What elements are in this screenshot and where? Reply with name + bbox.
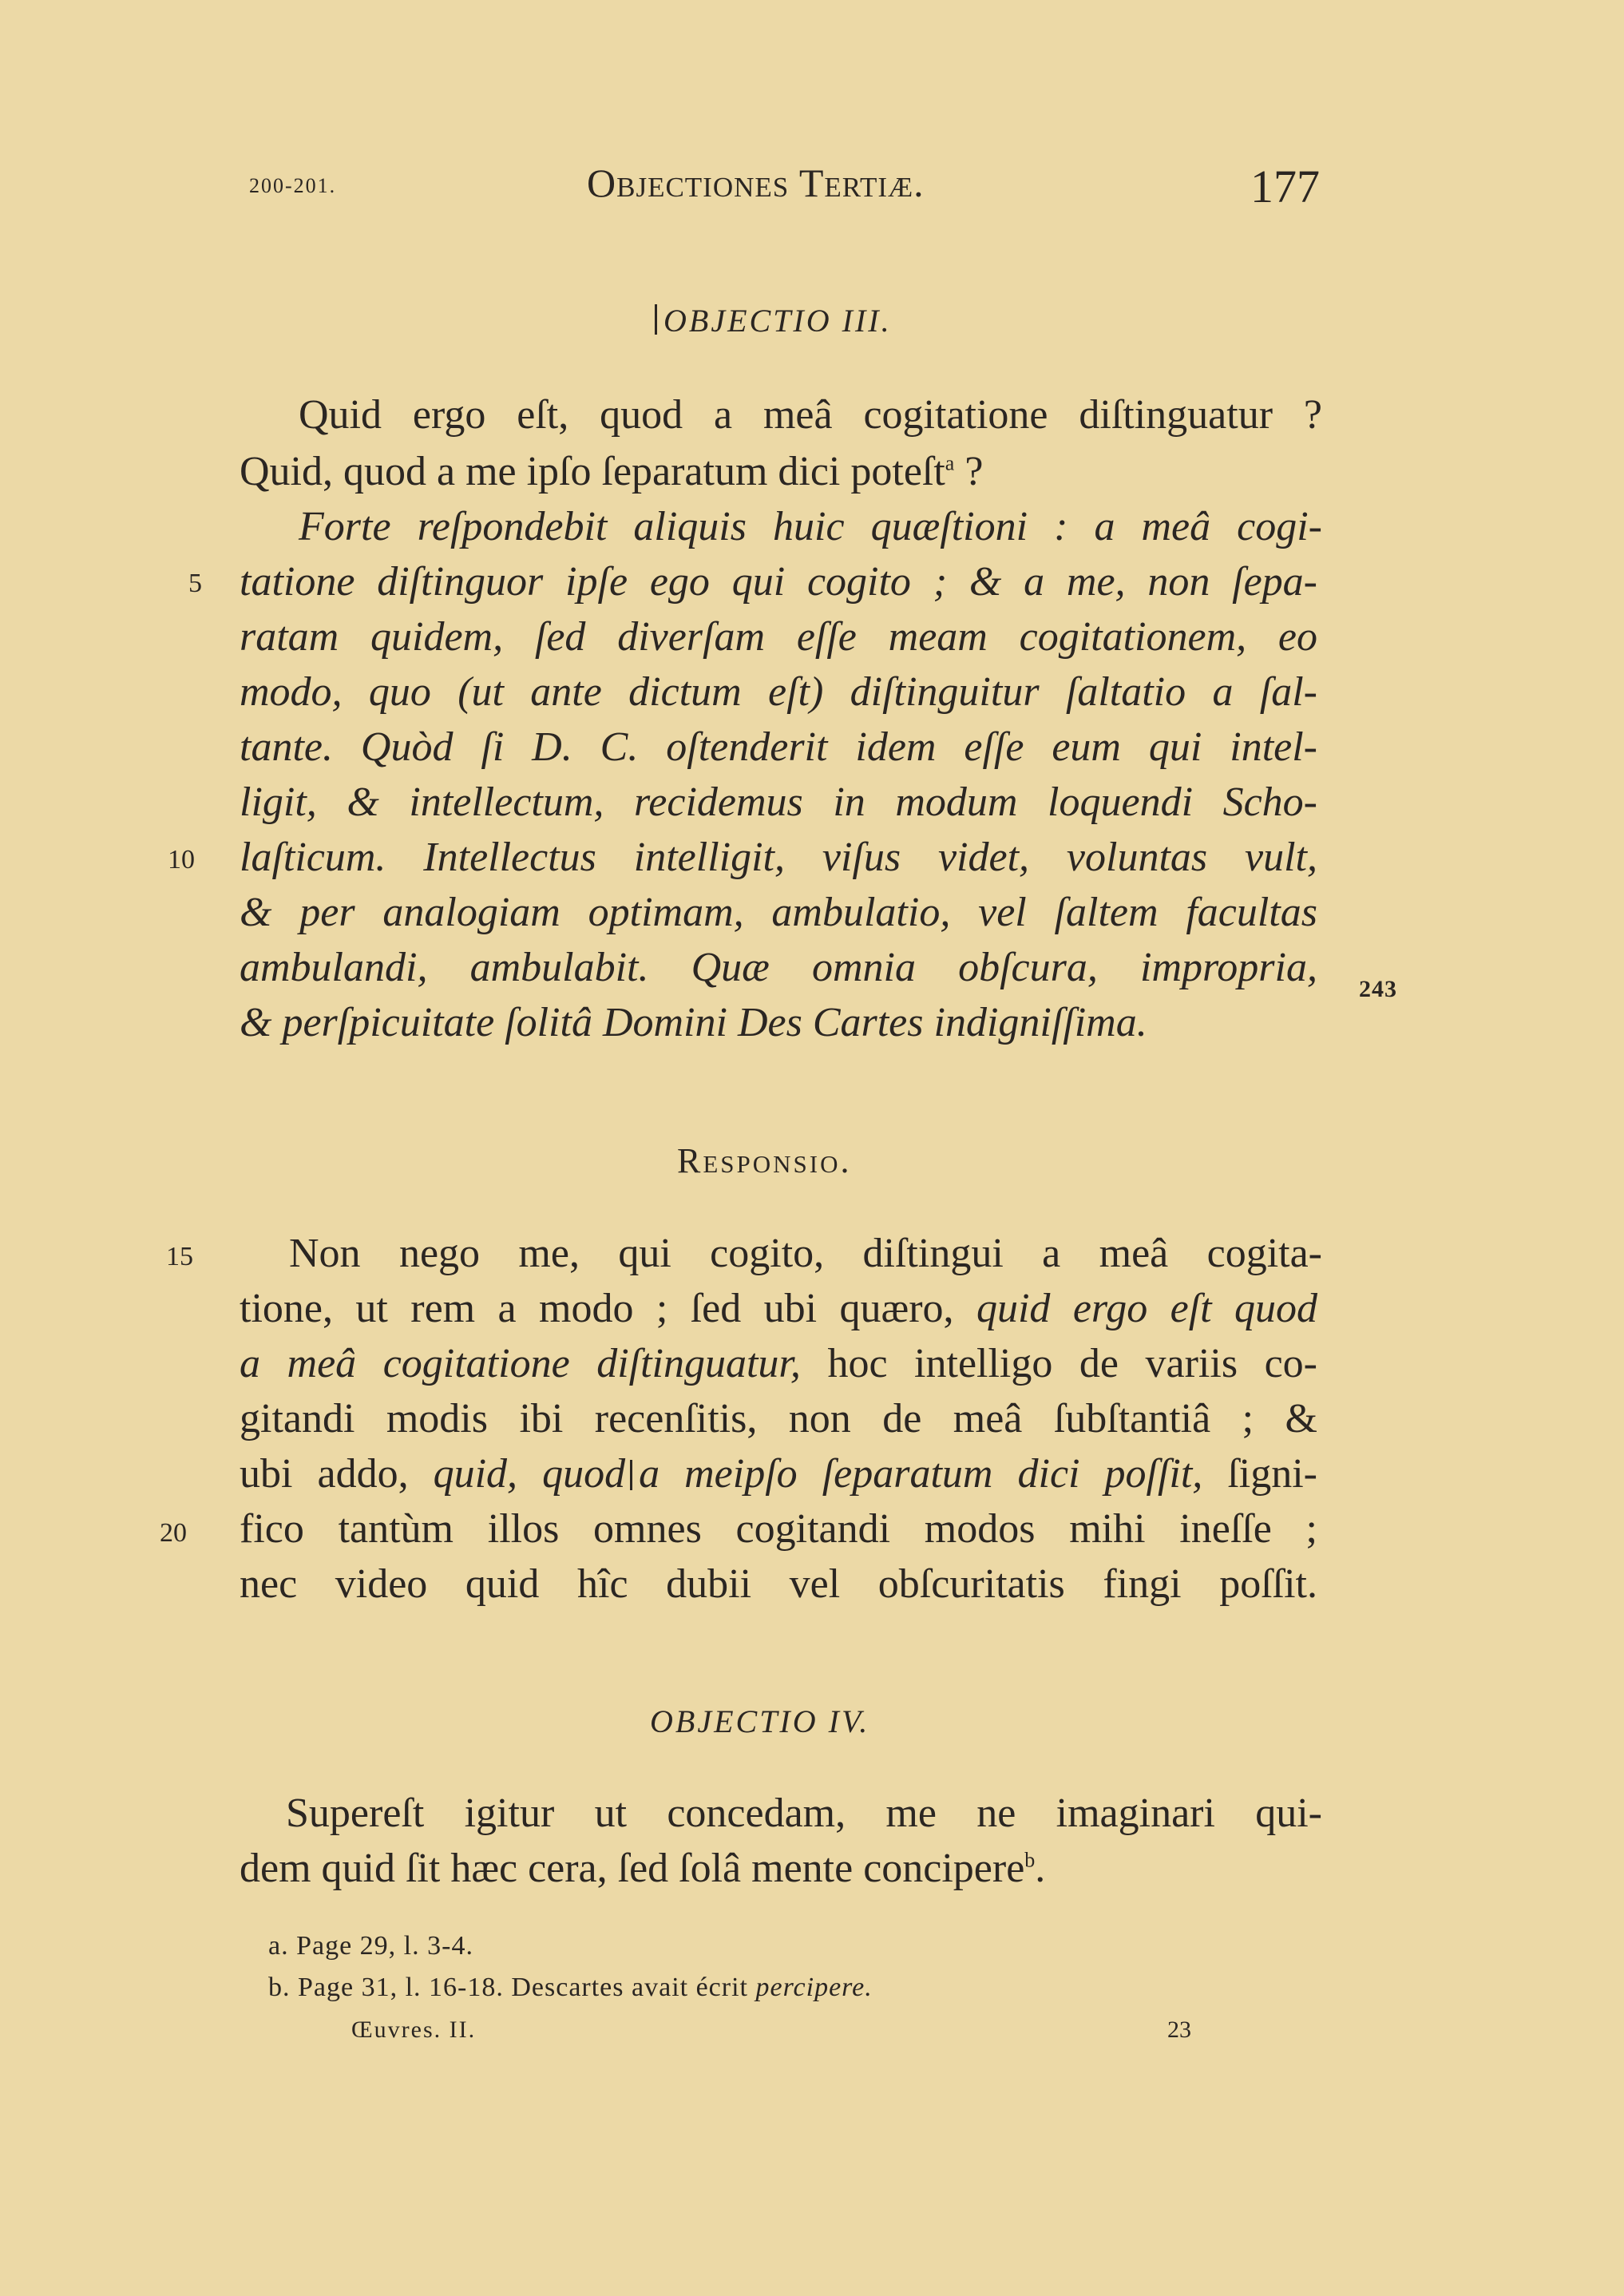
quoted-text: a meâ cogitatione diſtinguatur,	[240, 1341, 801, 1386]
line-number: 20	[160, 1518, 187, 1548]
text-line: tante. Quòd ſi D. C. oſtenderit idem eſſe eum qui intel-	[240, 724, 1317, 770]
text-line: a meâ cogitatione diſtinguatur, hoc intelligo de variis co-	[240, 1341, 1317, 1386]
text-line: ambulandi, ambulabit. Quæ omnia obſcura, impropria,	[240, 945, 1317, 990]
text-line: dem quid ſit hæc cera, ſed ſolâ mente concipere$^b$.	[240, 1846, 1046, 1891]
text-line: Supereſt igitur ut concedam, me ne imaginari qui-	[286, 1790, 1322, 1836]
page-break-mark	[655, 304, 657, 335]
text-line: ubi addo, quid, quod a meipſo ſeparatum dici poſſit, ſigni-	[240, 1451, 1317, 1497]
footnote-b: b. Page 31, l. 16-18. Descartes avait écrit percipere.	[268, 1973, 873, 2002]
page-number: 177	[1250, 161, 1320, 212]
quoted-text: a meipſo ſeparatum dici poſſit,	[639, 1451, 1203, 1497]
footnote-a: a. Page 29, l. 3-4.	[268, 1931, 473, 1961]
text-line: modo, quo (ut ante dictum eſt) diſtinguitur ſaltatio a ſal-	[240, 669, 1317, 715]
signature-number: 23	[1167, 2016, 1191, 2043]
text-line: gitandi modis ibi recenſitis, non de meâ ſubſtantiâ ; &	[240, 1396, 1317, 1441]
text-line: ligit, & intellectum, recidemus in modum loquendi Scho-	[240, 779, 1317, 825]
page-break-mark	[630, 1460, 632, 1490]
footnote-ref-a: a	[945, 451, 955, 475]
text-line: Forte reſpondebit aliquis huic quæſtioni : a meâ cogi-	[299, 504, 1322, 549]
line-number: 5	[188, 569, 202, 598]
running-title: Objectiones Tertiæ.	[587, 161, 925, 205]
line-number: 10	[168, 845, 195, 874]
text-line: ratam quidem, ſed diverſam eſſe meam cogitationem, eo	[240, 614, 1317, 660]
responsio-heading: Responsio.	[677, 1141, 852, 1180]
line-number: 15	[166, 1242, 193, 1271]
text-line: tatione diſtinguor ipſe ego qui cogito ; & a me, non ſepa-	[240, 559, 1317, 605]
text-line: tione, ut rem a modo ; ſed ubi quæro, quid ergo eſt quod	[240, 1286, 1318, 1331]
text-line: Quid, quod a me ipſo ſeparatum dici poteſt$^a$ ?	[240, 449, 984, 494]
text-line: Non nego me, qui cogito, diſtingui a meâ cogita-	[289, 1231, 1322, 1276]
objectio-iii-heading	[655, 302, 892, 339]
margin-page-reference: 243	[1359, 976, 1397, 1002]
text-line: fico tantùm illos omnes cogitandi modos mihi ineſſe ;	[240, 1506, 1317, 1552]
objectio-iii-title: OBJECTIO III.	[663, 303, 892, 339]
text-line: laſticum. Intellectus intelligit, viſus videt, voluntas vult,	[240, 835, 1317, 880]
text-line: nec video quid hîc dubii vel obſcuritatis fingi poſſit.	[240, 1561, 1317, 1607]
signature-label: Œuvres. II.	[351, 2016, 477, 2043]
quoted-text: quid, quod	[433, 1451, 626, 1497]
text-line: & per analogiam optimam, ambulatio, vel ſaltem facultas	[240, 890, 1317, 935]
header-page-range: 200-201.	[249, 174, 337, 197]
objectio-iv-heading: OBJECTIO IV.	[650, 1703, 870, 1739]
footnote-ref-b: b	[1024, 1848, 1036, 1872]
text-line: & perſpicuitate ſolitâ Domini Des Cartes indigniſſima.	[240, 1000, 1147, 1045]
quoted-text: quid ergo eſt quod	[976, 1286, 1318, 1331]
text-line: Quid ergo eſt, quod a meâ cogitatione diſtinguatur ?	[299, 392, 1322, 438]
